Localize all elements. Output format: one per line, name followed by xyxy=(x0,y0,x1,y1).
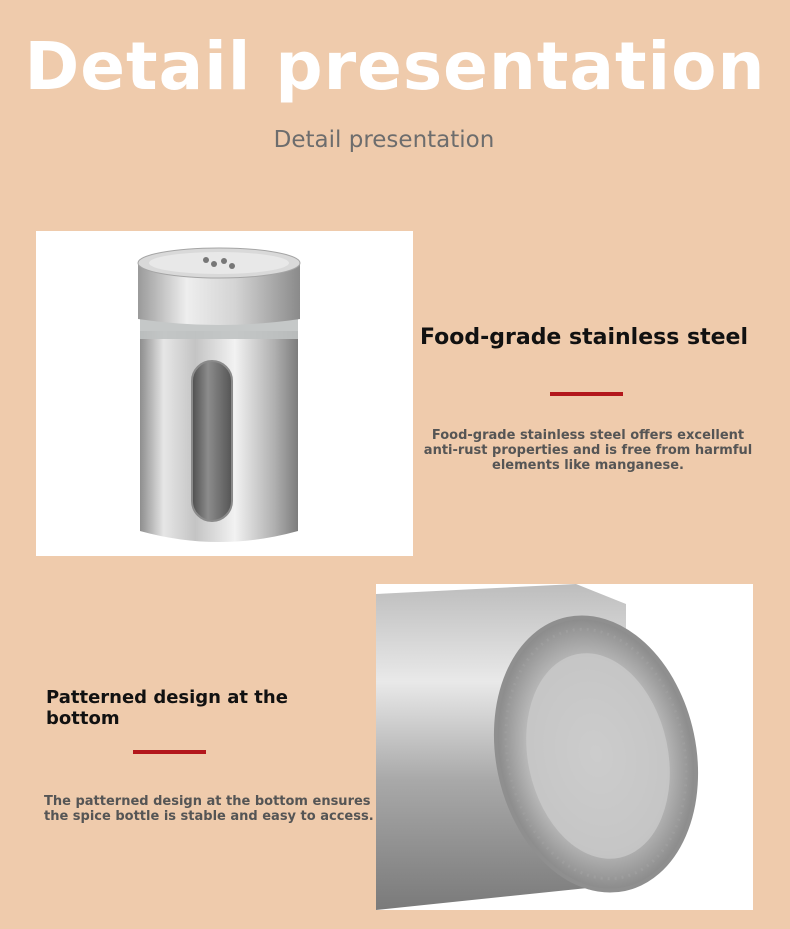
accent-divider xyxy=(550,392,623,396)
feature-title-steel: Food-grade stainless steel xyxy=(420,325,748,350)
feature-description-bottom: The patterned design at the bottom ensures the spice bottle is stable and easy to access. xyxy=(44,794,374,824)
feature-title-bottom: Patterned design at the bottom xyxy=(46,687,288,729)
accent-divider xyxy=(133,750,206,754)
spice-jar-illustration xyxy=(36,231,413,556)
jar-bottom-illustration xyxy=(376,584,753,910)
product-photo-jar xyxy=(36,231,413,556)
feature-description-steel: Food-grade stainless steel offers excellent anti-rust properties and is free from harmful elements like manganese. xyxy=(423,428,753,473)
page-title: Detail presentation xyxy=(24,28,766,105)
page-subtitle: Detail presentation xyxy=(273,127,495,153)
product-photo-bottom xyxy=(376,584,753,910)
